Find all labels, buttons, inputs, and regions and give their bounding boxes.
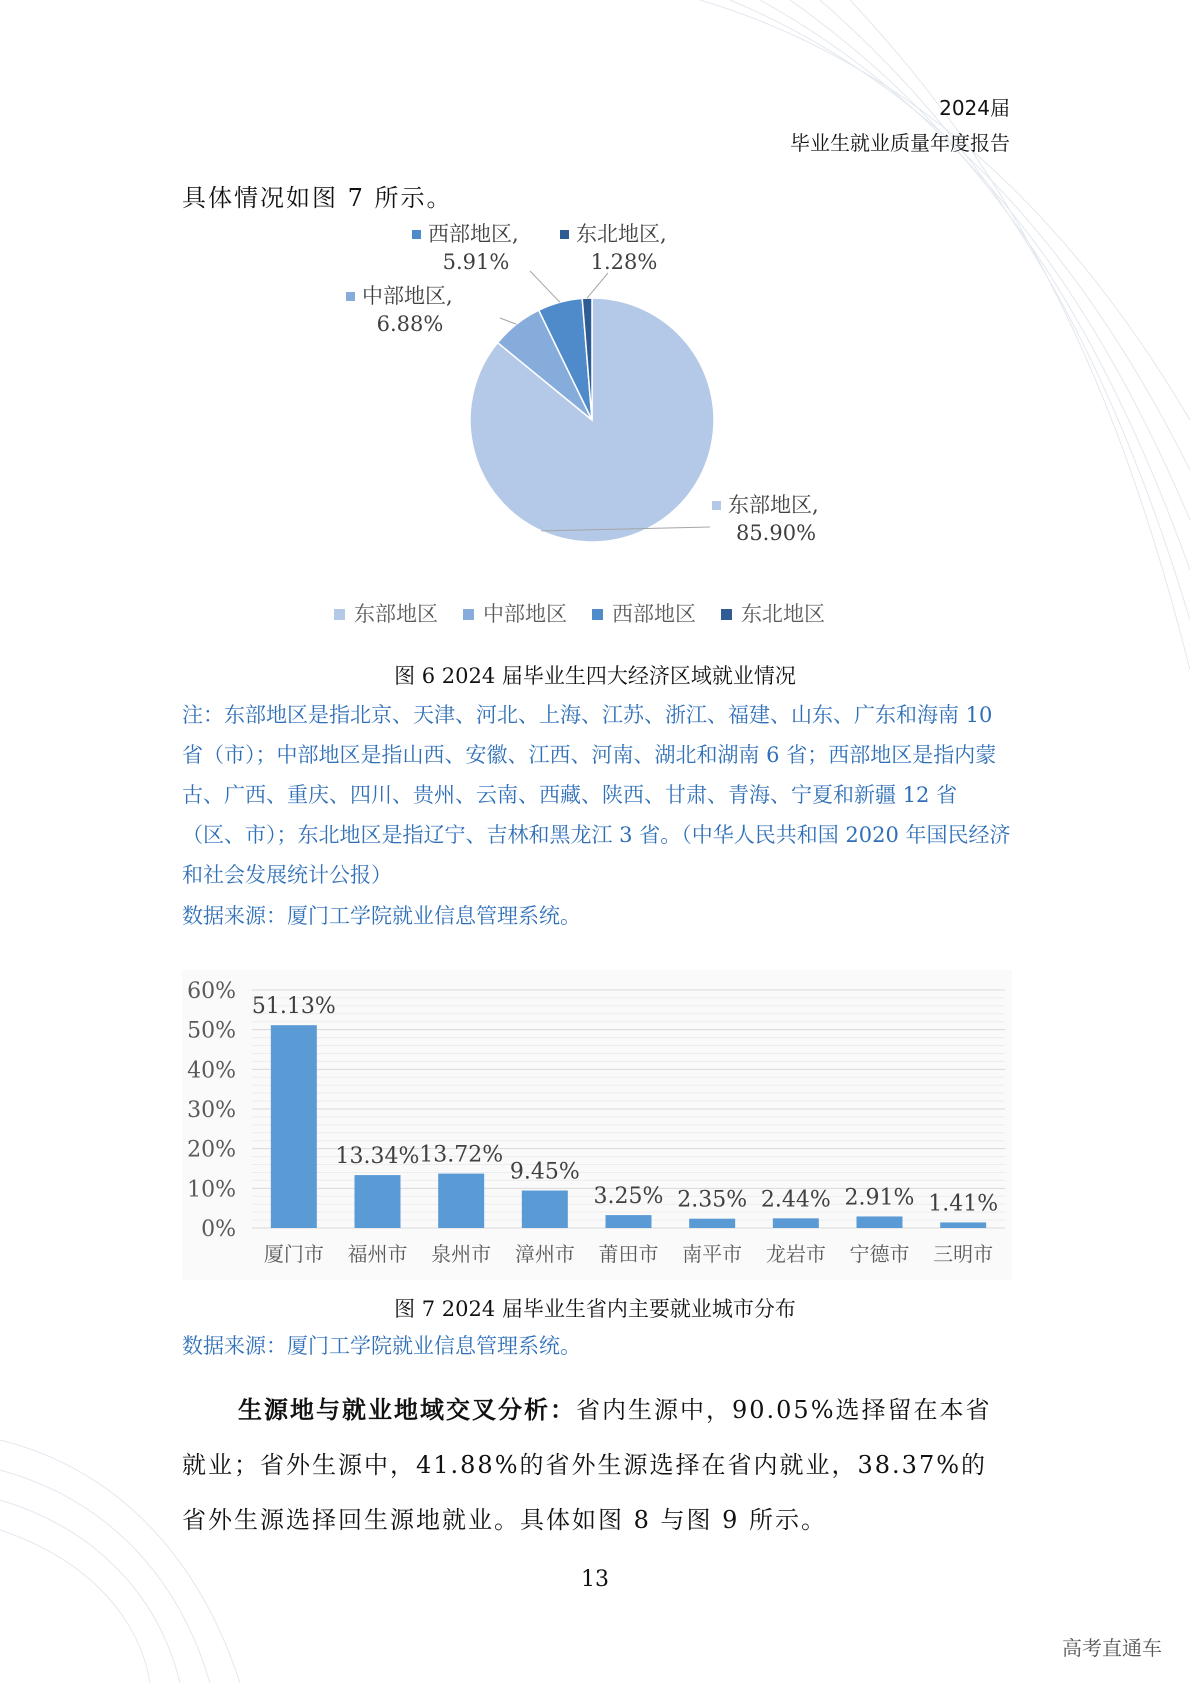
y-tick-label: 10% [187,1177,236,1203]
bar [271,1025,317,1228]
y-tick-label: 60% [187,979,236,1004]
figure7-caption: 图 7 2024 届毕业生省内主要就业城市分布 [394,1297,796,1321]
bar-value-label: 13.72% [419,1142,504,1168]
bar-value-label: 51.13% [251,994,336,1020]
pie-label-swatch [346,292,355,301]
x-category-label: 莆田市 [598,1242,659,1266]
pie-label-value: 6.88% [376,312,444,336]
bar [940,1222,986,1228]
figure6-caption: 图 6 2024 届毕业生四大经济区域就业情况 [394,664,796,688]
x-category-label: 福州市 [347,1242,408,1266]
analysis-paragraph [182,1382,1012,1548]
x-category-label: 三明市 [933,1242,994,1266]
x-category-label: 泉州市 [431,1242,492,1266]
leader-line [587,273,608,298]
pie-chart [300,215,900,635]
bar-value-label: 2.44% [760,1187,831,1213]
x-category-label: 宁德市 [849,1242,910,1266]
legend-label: 中部地区 [483,602,567,626]
legend-label: 东北地区 [741,602,825,626]
bar [689,1219,735,1228]
legend-label: 西部地区 [612,602,696,626]
legend-swatch [463,609,474,620]
region-note: 注：东部地区是指北京、天津、河北、上海、江苏、浙江、福建、山东、广东和海南 10 省（市）；中部地区是指山西、安徽、江西、河南、湖北和湖南 6 省；西部地区是指内蒙古、广西、重庆、四川、贵州、云南、西藏、陕西、甘肃、青海、宁夏和新疆 12 省（区、市）；东北地区是指辽宁、吉林和黑龙江 3 省。（中华人民共和国 2020 年国民经济和社会发展统计公报） [182,703,1011,887]
pie-label-name: 东部地区, [728,493,819,517]
bar-value-label: 9.45% [509,1159,580,1185]
bar-value-label: 2.91% [844,1185,915,1211]
bar-value-label: 3.25% [593,1184,664,1210]
bar-value-label: 13.34% [335,1144,420,1170]
data-source-2: 数据来源：厦门工学院就业信息管理系统。 [182,1334,581,1358]
y-tick-label: 50% [187,1018,236,1044]
pie-label-value: 85.90% [735,521,817,545]
pie-label-name: 东北地区, [576,222,667,246]
bar [438,1174,484,1228]
bar [606,1215,652,1228]
y-tick-label: 30% [187,1098,236,1123]
pie-label-swatch [412,230,421,239]
intro-text: 具体情况如图 7 所示。 [182,184,453,212]
pie-label-name: 西部地区, [428,222,519,246]
pie-label-name: 中部地区, [362,284,453,308]
header-title: 毕业生就业质量年度报告 [790,131,1010,155]
pie-label-value: 5.91% [442,250,510,274]
y-tick-label: 20% [187,1137,236,1163]
x-category-label: 南平市 [682,1242,743,1266]
legend-swatch [592,609,603,620]
leader-line [530,271,560,302]
watermark: 高考直通车 [1062,1636,1162,1660]
bar [355,1175,401,1228]
pie-label-value: 1.28% [590,250,658,274]
x-category-label: 厦门市 [263,1242,324,1266]
legend-label: 东部地区 [354,602,438,626]
bar-value-label: 2.35% [677,1187,748,1213]
legend-swatch [721,609,732,620]
x-category-label: 漳州市 [514,1242,575,1266]
x-category-label: 龙岩市 [765,1242,826,1266]
bar [857,1216,903,1228]
pie-label-swatch [712,501,721,510]
analysis-heading: 生源地与就业地域交叉分析： [238,1395,576,1424]
bar-value-label: 1.41% [928,1191,999,1217]
bar [522,1191,568,1228]
y-tick-label: 0% [201,1217,236,1242]
header-year: 2024届 [939,96,1010,120]
pie-label-swatch [560,230,569,239]
data-source-1: 数据来源：厦门工学院就业信息管理系统。 [182,904,581,928]
y-tick-label: 40% [187,1058,236,1084]
legend-swatch [334,609,345,620]
bar [773,1218,819,1228]
leader-line [500,318,516,324]
analysis-text: 省内生源中，90.05%选择留在本省就业；省外生源中，41.88%的省外生源选择在省内就业，38.37%的省外生源选择回生源地就业。具体如图 8 与图 9 所示。 [182,1396,992,1534]
page-number: 13 [581,1567,609,1592]
bar-chart [182,970,1012,1280]
